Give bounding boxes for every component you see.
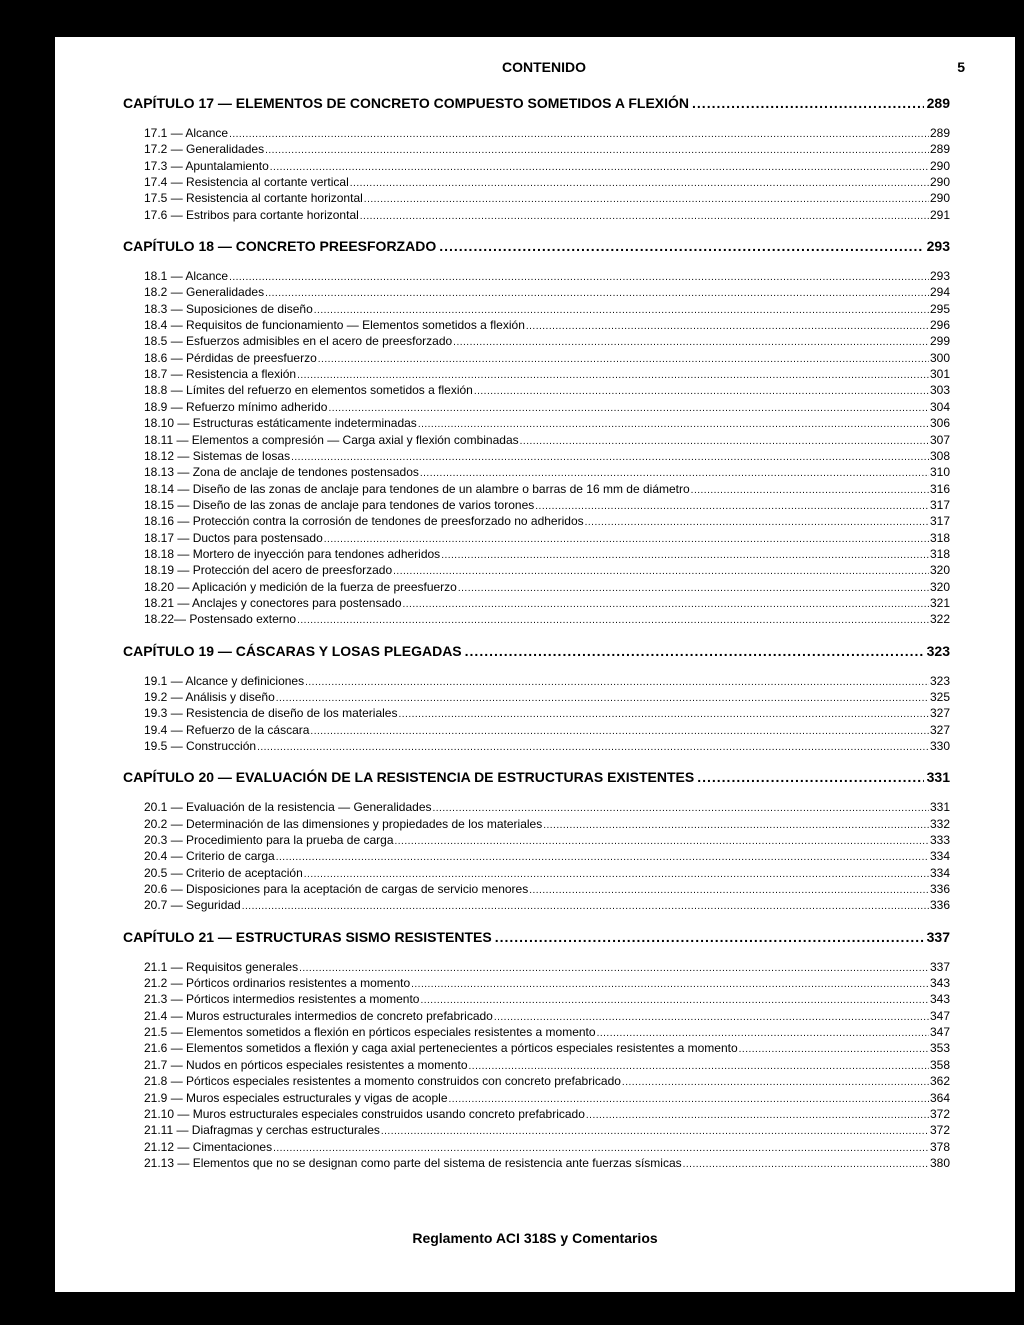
chapter-page: 323 (926, 642, 950, 659)
chapter-heading[interactable] (123, 641, 950, 661)
entry-page: 378 (929, 1139, 950, 1154)
toc-entry[interactable] (144, 1040, 950, 1056)
toc-entry[interactable] (144, 141, 950, 157)
entry-page: 336 (929, 882, 950, 897)
entry-title: 18.10 — Estructuras estáticamente indeterminadas (144, 416, 417, 431)
entry-title: 18.21 — Anclajes y conectores para postensado (144, 595, 402, 610)
entry-title: 21.7 — Nudos en pórticos especiales resistentes a momento (144, 1057, 468, 1072)
toc-entry[interactable] (144, 1139, 950, 1155)
dot-leader (297, 611, 929, 629)
entry-page: 336 (929, 898, 950, 913)
entry-title: 21.6 — Elementos sometidos a flexión y caga axial pertenecientes a pórticos especiales resistentes a momento (144, 1041, 738, 1056)
toc-entry[interactable] (144, 562, 950, 578)
toc-entry[interactable] (144, 399, 950, 415)
toc-entry[interactable] (144, 897, 950, 913)
entry-page: 321 (929, 595, 950, 610)
entry-page: 301 (929, 367, 950, 382)
toc-entry[interactable] (144, 284, 950, 300)
entry-page: 308 (929, 448, 950, 463)
dot-leader (360, 207, 929, 225)
toc-entry[interactable] (144, 848, 950, 864)
toc-entry[interactable] (144, 1155, 950, 1171)
entry-title: 18.20 — Aplicación y medición de la fuerza de preesfuerzo (144, 579, 457, 594)
entry-page: 362 (929, 1074, 950, 1089)
entry-page: 364 (929, 1090, 950, 1105)
chapter-title: CAPÍTULO 18 — CONCRETO PREESFORZADO (123, 238, 437, 255)
dot-leader (257, 738, 929, 756)
entry-page: 293 (929, 269, 950, 284)
toc-entry[interactable] (144, 382, 950, 398)
entry-page: 327 (929, 722, 950, 737)
entry-title: 21.2 — Pórticos ordinarios resistentes a momento (144, 976, 411, 991)
toc-entry[interactable] (144, 432, 950, 448)
entry-page: 317 (929, 497, 950, 512)
page-footer: Reglamento ACI 318S y Comentarios (412, 1230, 658, 1246)
chapter-page: 289 (926, 95, 950, 111)
toc-entry[interactable] (144, 207, 950, 223)
dot-leader (465, 641, 924, 661)
entry-title: 20.7 — Seguridad (144, 898, 241, 913)
toc-entry[interactable] (144, 991, 950, 1007)
entry-title: 18.7 — Resistencia a flexión (144, 367, 297, 382)
toc-entry[interactable] (144, 497, 950, 513)
dot-leader (692, 93, 924, 113)
chapter-heading[interactable] (123, 927, 950, 947)
entry-title: 20.1 — Evaluación de la resistencia — Generalidades (144, 800, 432, 815)
toc-entry[interactable] (144, 673, 950, 689)
entry-page: 320 (929, 579, 950, 594)
entry-title: 21.9 — Muros especiales estructurales y vigas de acople (144, 1090, 448, 1105)
toc-entry[interactable] (144, 595, 950, 611)
entry-title: 17.5 — Resistencia al cortante horizontal (144, 191, 363, 206)
entry-title: 18.5 — Esfuerzos admisibles en el acero de preesforzado (144, 334, 453, 349)
toc-entry[interactable] (144, 174, 950, 190)
toc-entry[interactable] (144, 1024, 950, 1040)
entry-title: 19.3 — Resistencia de diseño de los materiales (144, 706, 398, 721)
toc-entry[interactable] (144, 975, 950, 991)
chapter-heading[interactable] (123, 236, 950, 256)
page-title: CONTENIDO (502, 59, 586, 75)
entry-title: 17.2 — Generalidades (144, 142, 265, 157)
dot-leader (439, 236, 923, 256)
entry-title: 21.4 — Muros estructurales intermedios de concreto prefabricado (144, 1008, 493, 1023)
chapter-title: CAPÍTULO 21 — ESTRUCTURAS SISMO RESISTENTES (123, 928, 492, 945)
chapter-title: CAPÍTULO 17 — ELEMENTOS DE CONCRETO COMPUESTO SOMETIDOS A FLEXIÓN (123, 95, 690, 111)
toc-entry[interactable] (144, 530, 950, 546)
entry-title: 19.2 — Análisis y diseño (144, 689, 275, 704)
entry-page: 316 (929, 481, 950, 496)
chapter-title: CAPÍTULO 20 — EVALUACIÓN DE LA RESISTENCIA DE ESTRUCTURAS EXISTENTES (123, 769, 695, 786)
entry-title: 20.4 — Criterio de carga (144, 849, 275, 864)
chapter-heading[interactable] (123, 93, 950, 113)
entry-title: 21.5 — Elementos sometidos a flexión en pórticos especiales resistentes a momento (144, 1025, 596, 1040)
entry-title: 20.6 — Disposiciones para la aceptación de cargas de servicio menores (144, 882, 529, 897)
entry-page: 299 (929, 334, 950, 349)
entry-page: 323 (929, 673, 950, 688)
toc-entry[interactable] (144, 1122, 950, 1138)
toc-entry[interactable] (144, 832, 950, 848)
entry-page: 330 (929, 739, 950, 753)
entry-page: 320 (929, 563, 950, 578)
entry-title: 17.4 — Resistencia al cortante vertical (144, 175, 349, 190)
toc-entry[interactable] (144, 1090, 950, 1106)
entry-title: 18.2 — Generalidades (144, 285, 265, 300)
entry-page: 343 (929, 992, 950, 1007)
entry-page: 289 (929, 142, 950, 157)
chapter-page: 337 (926, 928, 950, 945)
entry-title: 18.14 — Diseño de las zonas de anclaje para tendones de un alambre o barras de 16 mm de diámetro (144, 481, 690, 496)
entry-page: 327 (929, 706, 950, 721)
entry-page: 290 (929, 191, 950, 206)
chapter-title: CAPÍTULO 19 — CÁSCARAS Y LOSAS PLEGADAS (123, 642, 462, 659)
entry-title: 21.10 — Muros estructurales especiales construidos usando concreto prefabricado (144, 1106, 585, 1121)
entry-page: 317 (929, 514, 950, 529)
toc-entry[interactable] (144, 464, 950, 480)
toc-entry[interactable] (144, 799, 950, 815)
entry-title: 17.1 — Alcance (144, 126, 229, 140)
entry-page: 372 (929, 1106, 950, 1121)
toc-entry[interactable] (144, 546, 950, 562)
toc-entry[interactable] (144, 448, 950, 464)
entry-title: 20.2 — Determinación de las dimensiones y propiedades de los materiales (144, 816, 543, 831)
toc-entry[interactable] (144, 816, 950, 832)
toc-entry[interactable] (144, 738, 950, 754)
document-page (55, 37, 1015, 1292)
entry-page: 322 (929, 612, 950, 627)
toc-entry[interactable] (144, 1008, 950, 1024)
entry-page: 290 (929, 175, 950, 190)
entry-page: 307 (929, 432, 950, 447)
entry-page: 310 (929, 465, 950, 480)
chapter-page: 331 (926, 769, 950, 786)
toc-entry[interactable] (144, 350, 950, 366)
entry-title: 17.6 — Estribos para cortante horizontal (144, 207, 359, 222)
toc-entry[interactable] (144, 1057, 950, 1073)
entry-page: 318 (929, 546, 950, 561)
toc-entry[interactable] (144, 611, 950, 627)
entry-page: 334 (929, 865, 950, 880)
dot-leader (242, 897, 929, 915)
entry-page: 294 (929, 285, 950, 300)
entry-title: 18.9 — Refuerzo mínimo adherido (144, 399, 328, 414)
toc-entry[interactable] (144, 190, 950, 206)
entry-title: 18.4 — Requisitos de funcionamiento — Elementos sometidos a flexión (144, 318, 525, 333)
entry-page: 289 (929, 126, 950, 140)
entry-title: 18.16 — Protección contra la corrosión de tendones de preesforzado no adheridos (144, 514, 584, 529)
entry-page: 337 (929, 959, 950, 974)
entry-page: 372 (929, 1123, 950, 1138)
entry-page: 295 (929, 301, 950, 316)
entry-page: 325 (929, 689, 950, 704)
toc-entry[interactable] (144, 301, 950, 317)
entry-title: 19.5 — Construcción (144, 739, 257, 753)
page-header (123, 59, 965, 77)
chapter-heading[interactable] (123, 767, 950, 787)
chapter-page: 293 (926, 238, 950, 255)
entry-page: 332 (929, 816, 950, 831)
toc-entry[interactable] (144, 158, 950, 174)
entry-title: 21.12 — Cimentaciones (144, 1139, 273, 1154)
entry-title: 19.4 — Refuerzo de la cáscara (144, 722, 310, 737)
entry-title: 20.5 — Criterio de aceptación (144, 865, 303, 880)
entry-page: 334 (929, 849, 950, 864)
entry-page: 318 (929, 530, 950, 545)
toc-entry[interactable] (144, 959, 950, 975)
entry-page: 343 (929, 976, 950, 991)
entry-page: 347 (929, 1025, 950, 1040)
table-of-contents (123, 93, 950, 1171)
toc-entry[interactable] (144, 722, 950, 738)
entry-page: 358 (929, 1057, 950, 1072)
toc-entry[interactable] (144, 579, 950, 595)
entry-title: 18.17 — Ductos para postensado (144, 530, 323, 545)
toc-entry[interactable] (144, 125, 950, 141)
entry-title: 18.15 — Diseño de las zonas de anclaje para tendones de varios torones (144, 497, 535, 512)
entry-title: 18.18 — Mortero de inyección para tendones adheridos (144, 546, 441, 561)
entry-page: 300 (929, 350, 950, 365)
entry-title: 18.3 — Suposiciones de diseño (144, 301, 313, 316)
entry-page: 290 (929, 158, 950, 173)
toc-entry[interactable] (144, 366, 950, 382)
entry-title: 21.11 — Diafragmas y cerchas estructurales (144, 1123, 380, 1138)
entry-title: 18.1 — Alcance (144, 269, 229, 284)
toc-entry[interactable] (144, 1106, 950, 1122)
entry-page: 353 (929, 1041, 950, 1056)
entry-title: 18.12 — Sistemas de losas (144, 448, 291, 463)
entry-page: 331 (929, 800, 950, 815)
entry-title: 18.13 — Zona de anclaje de tendones postensados (144, 465, 419, 480)
toc-entry[interactable] (144, 268, 950, 284)
entry-page: 303 (929, 383, 950, 398)
entry-page: 296 (929, 318, 950, 333)
toc-entry[interactable] (144, 881, 950, 897)
toc-entry[interactable] (144, 317, 950, 333)
entry-title: 21.1 — Requisitos generales (144, 959, 299, 974)
entry-page: 380 (929, 1155, 950, 1170)
entry-page: 347 (929, 1008, 950, 1023)
entry-page: 304 (929, 399, 950, 414)
entry-page: 333 (929, 833, 950, 848)
toc-entry[interactable] (144, 865, 950, 881)
toc-entry[interactable] (144, 481, 950, 497)
entry-title: 20.3 — Procedimiento para la prueba de carga (144, 833, 394, 848)
entry-title: 21.8 — Pórticos especiales resistentes a momento construidos con concreto prefabricado (144, 1074, 621, 1089)
entry-title: 19.1 — Alcance y definiciones (144, 673, 305, 688)
entry-title: 18.6 — Pérdidas de preesfuerzo (144, 350, 317, 365)
entry-title: 18.22— Postensado externo (144, 612, 297, 627)
toc-entry[interactable] (144, 333, 950, 349)
entry-page: 291 (929, 207, 950, 222)
entry-page: 306 (929, 416, 950, 431)
toc-entry[interactable] (144, 705, 950, 721)
toc-entry[interactable] (144, 1073, 950, 1089)
entry-title: 21.13 — Elementos que no se designan como parte del sistema de resistencia ante fuerzas sísmicas (144, 1155, 682, 1170)
page-number: 5 (957, 59, 965, 75)
entry-title: 18.8 — Límites del refuerzo en elementos sometidos a flexión (144, 383, 473, 398)
toc-entry[interactable] (144, 415, 950, 431)
entry-title: 17.3 — Apuntalamiento (144, 158, 269, 173)
toc-entry[interactable] (144, 513, 950, 529)
entry-title: 18.19 — Protección del acero de preesforzado (144, 563, 393, 578)
dot-leader (495, 927, 924, 947)
toc-entry[interactable] (144, 689, 950, 705)
dot-leader (683, 1155, 929, 1173)
dot-leader (697, 767, 923, 787)
entry-title: 21.3 — Pórticos intermedios resistentes a momento (144, 992, 420, 1007)
entry-title: 18.11 — Elementos a compresión — Carga axial y flexión combinadas (144, 432, 519, 447)
